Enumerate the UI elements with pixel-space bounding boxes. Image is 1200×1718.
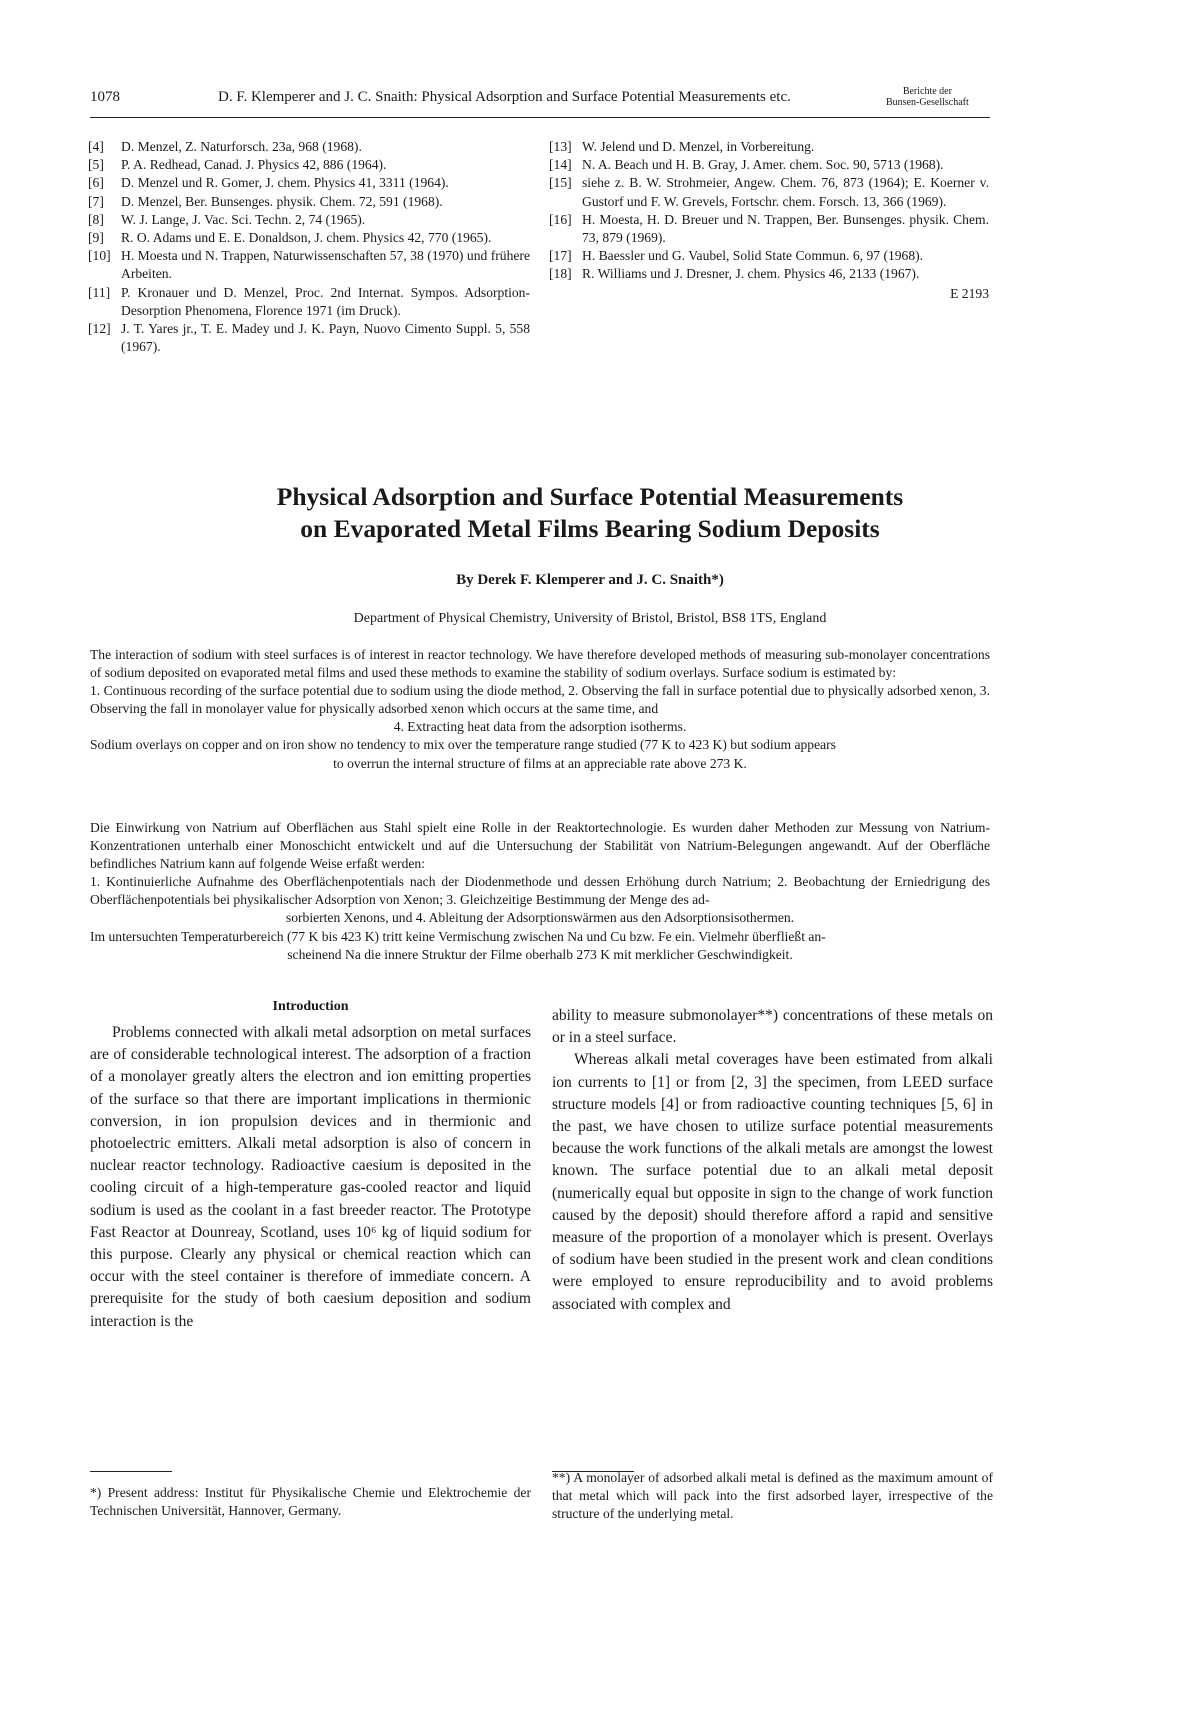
reference-text: N. A. Beach und H. B. Gray, J. Amer. chem. Soc. 90, 5713 (1968). [582, 157, 944, 173]
reference-text: R. Williams und J. Dresner, J. chem. Physics 46, 2133 (1967). [582, 266, 920, 282]
abstract-paragraph: 1. Kontinuierliche Aufnahme des Oberflächenpotentials nach der Diodenmethode und dessen Erhöhung durch Natrium; 2. Beobachtung der Erniedrigung des Oberflächenpotentials bei physikalischer Adsorption von Xenon; 3. Gleichzeitige Bestimmung der Menge des ad- [90, 874, 990, 908]
header-rule [90, 117, 990, 118]
reference-number: [4] [88, 139, 104, 154]
footnote-rule [90, 1471, 172, 1472]
page-number: 1078 [90, 89, 120, 105]
reference-item [549, 247, 989, 265]
reference-item [88, 211, 530, 229]
reference-text: H. Baessler und G. Vaubel, Solid State Commun. 6, 97 (1968). [582, 248, 924, 264]
abstract-paragraph-end: 4. Extracting heat data from the adsorption isotherms. [393, 719, 687, 735]
reference-item [88, 320, 530, 356]
reference-text: H. Moesta und N. Trappen, Naturwissenschaften 57, 38 (1970) und frühere Arbeiten. [121, 248, 530, 282]
reference-number: [12] [88, 321, 111, 337]
reference-text: D. Menzel, Ber. Bunsenges. physik. Chem. 72, 591 (1968). [121, 193, 443, 209]
abstract-paragraph: Im untersuchten Temperaturbereich (77 K bis 423 K) tritt keine Vermischung zwischen Na und Cu bzw. Fe ein. Vielmehr überfließt an- [90, 928, 826, 944]
reference-number: [8] [88, 211, 104, 227]
reference-item [549, 156, 989, 174]
reference-number: [6] [88, 175, 104, 191]
abstract-paragraph-end: scheinend Na die innere Struktur der Filme oberhalb 273 K mit merklicher Geschwindigkeit. [287, 946, 793, 962]
reference-number: [5] [88, 157, 104, 173]
reference-item [549, 174, 989, 210]
references-right [549, 138, 989, 303]
references-left [88, 138, 530, 356]
body-column-right [552, 1005, 993, 1316]
reference-number: [11] [88, 284, 111, 300]
reference-number: [18] [549, 266, 572, 282]
reference-text: P. Kronauer und D. Menzel, Proc. 2nd Internat. Sympos. Adsorption-Desorption Phenomena, Florence 1971 (im Druck). [121, 284, 530, 318]
reference-text: W. J. Lange, J. Vac. Sci. Techn. 2, 74 (1965). [121, 211, 366, 227]
reference-item [549, 138, 989, 156]
reference-item [88, 284, 530, 320]
reference-number: [13] [549, 139, 572, 154]
body-paragraph: ability to measure submonolayer**) concentrations of these metals on or in a steel surface. [552, 1007, 993, 1047]
reference-item [88, 247, 530, 283]
reference-number: [16] [549, 211, 572, 227]
reference-item [88, 229, 530, 247]
running-title: D. F. Klemperer and J. C. Snaith: Physical Adsorption and Surface Potential Measurements etc. [218, 89, 791, 105]
reference-item [88, 193, 530, 211]
reference-item [549, 265, 989, 283]
reference-text: siehe z. B. W. Strohmeier, Angew. Chem. 76, 873 (1964); E. Koerner v. Gustorf und F. W. Grevels, Fortschr. chem. Forsch. 13, 366 (1969). [582, 175, 989, 209]
reference-number: [7] [88, 193, 104, 209]
reference-item [88, 138, 530, 156]
abstract-paragraph: The interaction of sodium with steel surfaces is of interest in reactor technology. We have therefore developed methods of measuring sub-monolayer concentrations of sodium deposited on evaporated metal films and used these methods to examine the stability of sodium overlays. Surface sodium is estimated by: [90, 647, 990, 681]
reference-item [88, 156, 530, 174]
reference-number: [10] [88, 248, 111, 264]
authors-line: By Derek F. Klemperer and J. C. Snaith*) [456, 572, 724, 588]
body-paragraph: Problems connected with alkali metal adsorption on metal surfaces are of considerable technological interest. The adsorption of a fraction of a monolayer greatly alters the electron and ion emitting properties of the surface so that there are important implications in thermionic conversion, in ion propulsion devices and in thermionic and photoelectric emitters. Alkali metal adsorption is also of concern in nuclear reactor technology. Radioactive caesium is deposited in the cooling circuit of a high-temperature gas-cooled reactor and liquid sodium is used as the coolant in a fast breeder reactor. The Prototype Fast Reactor at Dounreay, Scotland, uses 10⁶ kg of liquid sodium for this purpose. Clearly any physical or chemical reaction which can occur with the steel container is therefore of immediate concern. A prerequisite for the study of both caesium deposition and sodium interaction is the [90, 1024, 531, 1330]
article-title [90, 481, 1090, 545]
abstract-english [90, 646, 990, 773]
article-title-line1: Physical Adsorption and Surface Potential Measurements [276, 482, 904, 511]
reference-text: P. A. Redhead, Canad. J. Physics 42, 886 (1964). [121, 157, 387, 173]
reference-number: [14] [549, 157, 572, 173]
reference-item [549, 211, 989, 247]
journal-name [886, 86, 969, 108]
footnote-left: *) Present address: Institut für Physikalische Chemie und Elektrochemie der Technischen Universität, Hannover, Germany. [90, 1485, 531, 1518]
abstract-paragraph-end: to overrun the internal structure of films at an appreciable rate above 273 K. [333, 755, 747, 771]
reference-number: [17] [549, 248, 572, 264]
reference-text: D. Menzel, Z. Naturforsch. 23a, 968 (1968). [121, 139, 362, 154]
abstract-german [90, 819, 990, 964]
body-paragraph: Whereas alkali metal coverages have been estimated from alkali ion currents to [1] or from [2, 3] the specimen, from LEED surface structure models [4] or from radioactive counting techniques [5, 6] in the past, we have chosen to utilize surface potential measurements because the work functions of the alkali metals are amongst the lowest known. The surface potential due to an alkali metal deposit (numerically equal but opposite in sign to the change of work function caused by the deposit) should therefore afford a rapid and sensitive measure of the proportion of a monolayer which is present. Overlays of sodium have been studied in the present work and clean conditions were employed to ensure reproducibility and to avoid problems associated with complex and [552, 1051, 993, 1313]
section-heading: Introduction [272, 999, 349, 1014]
abstract-paragraph: Die Einwirkung von Natrium auf Oberflächen aus Stahl spielt eine Rolle in der Reaktortechnologie. Es wurden daher Methoden zur Messung von Natrium-Konzentrationen unterhalb einer Monoschicht entwickelt und auf die Untersuchung der Stabilität von Natrium-Belegungen angewandt. Auf der Oberfläche befindliches Natrium kann auf folgende Weise erfaßt werden: [90, 820, 990, 872]
reference-text: W. Jelend und D. Menzel, in Vorbereitung. [582, 139, 815, 154]
reference-code: E 2193 [950, 285, 989, 301]
reference-number: [9] [88, 230, 104, 246]
reference-number: [15] [549, 175, 572, 191]
reference-text: D. Menzel und R. Gomer, J. chem. Physics 41, 3311 (1964). [121, 175, 449, 191]
reference-text: R. O. Adams und E. E. Donaldson, J. chem. Physics 42, 770 (1965). [121, 230, 492, 246]
abstract-paragraph: Sodium overlays on copper and on iron show no tendency to mix over the temperature range studied (77 K to 423 K) but sodium appears [90, 737, 836, 753]
reference-text: J. T. Yares jr., T. E. Madey und J. K. Payn, Nuovo Cimento Suppl. 5, 558 (1967). [121, 321, 530, 355]
reference-item [88, 174, 530, 192]
abstract-paragraph: 1. Continuous recording of the surface potential due to sodium using the diode method, 2. Observing the fall in surface potential due to physically adsorbed xenon, 3. Observing the fall in monolayer value for physically adsorbed xenon which occurs at the same time, and [90, 683, 990, 717]
article-title-line2: on Evaporated Metal Films Bearing Sodium Deposits [300, 514, 880, 543]
reference-text: H. Moesta, H. D. Breuer und N. Trappen, Ber. Bunsenges. physik. Chem. 73, 879 (1969). [582, 211, 989, 246]
journal-name-line2: Bunsen-Gesellschaft [886, 97, 969, 108]
abstract-paragraph-end: sorbierten Xenons, und 4. Ableitung der Adsorptionswärmen aus den Adsorptionsisothermen. [285, 910, 795, 926]
affiliation: Department of Physical Chemistry, University of Bristol, Bristol, BS8 1TS, England [353, 611, 827, 626]
journal-name-line1: Berichte der [902, 86, 952, 97]
body-column-left [90, 1022, 531, 1333]
footnote-right: **) A monolayer of adsorbed alkali metal is defined as the maximum amount of that metal which will pack into the first adsorbed layer, irrespective of the structure of the underlying metal. [552, 1470, 993, 1521]
